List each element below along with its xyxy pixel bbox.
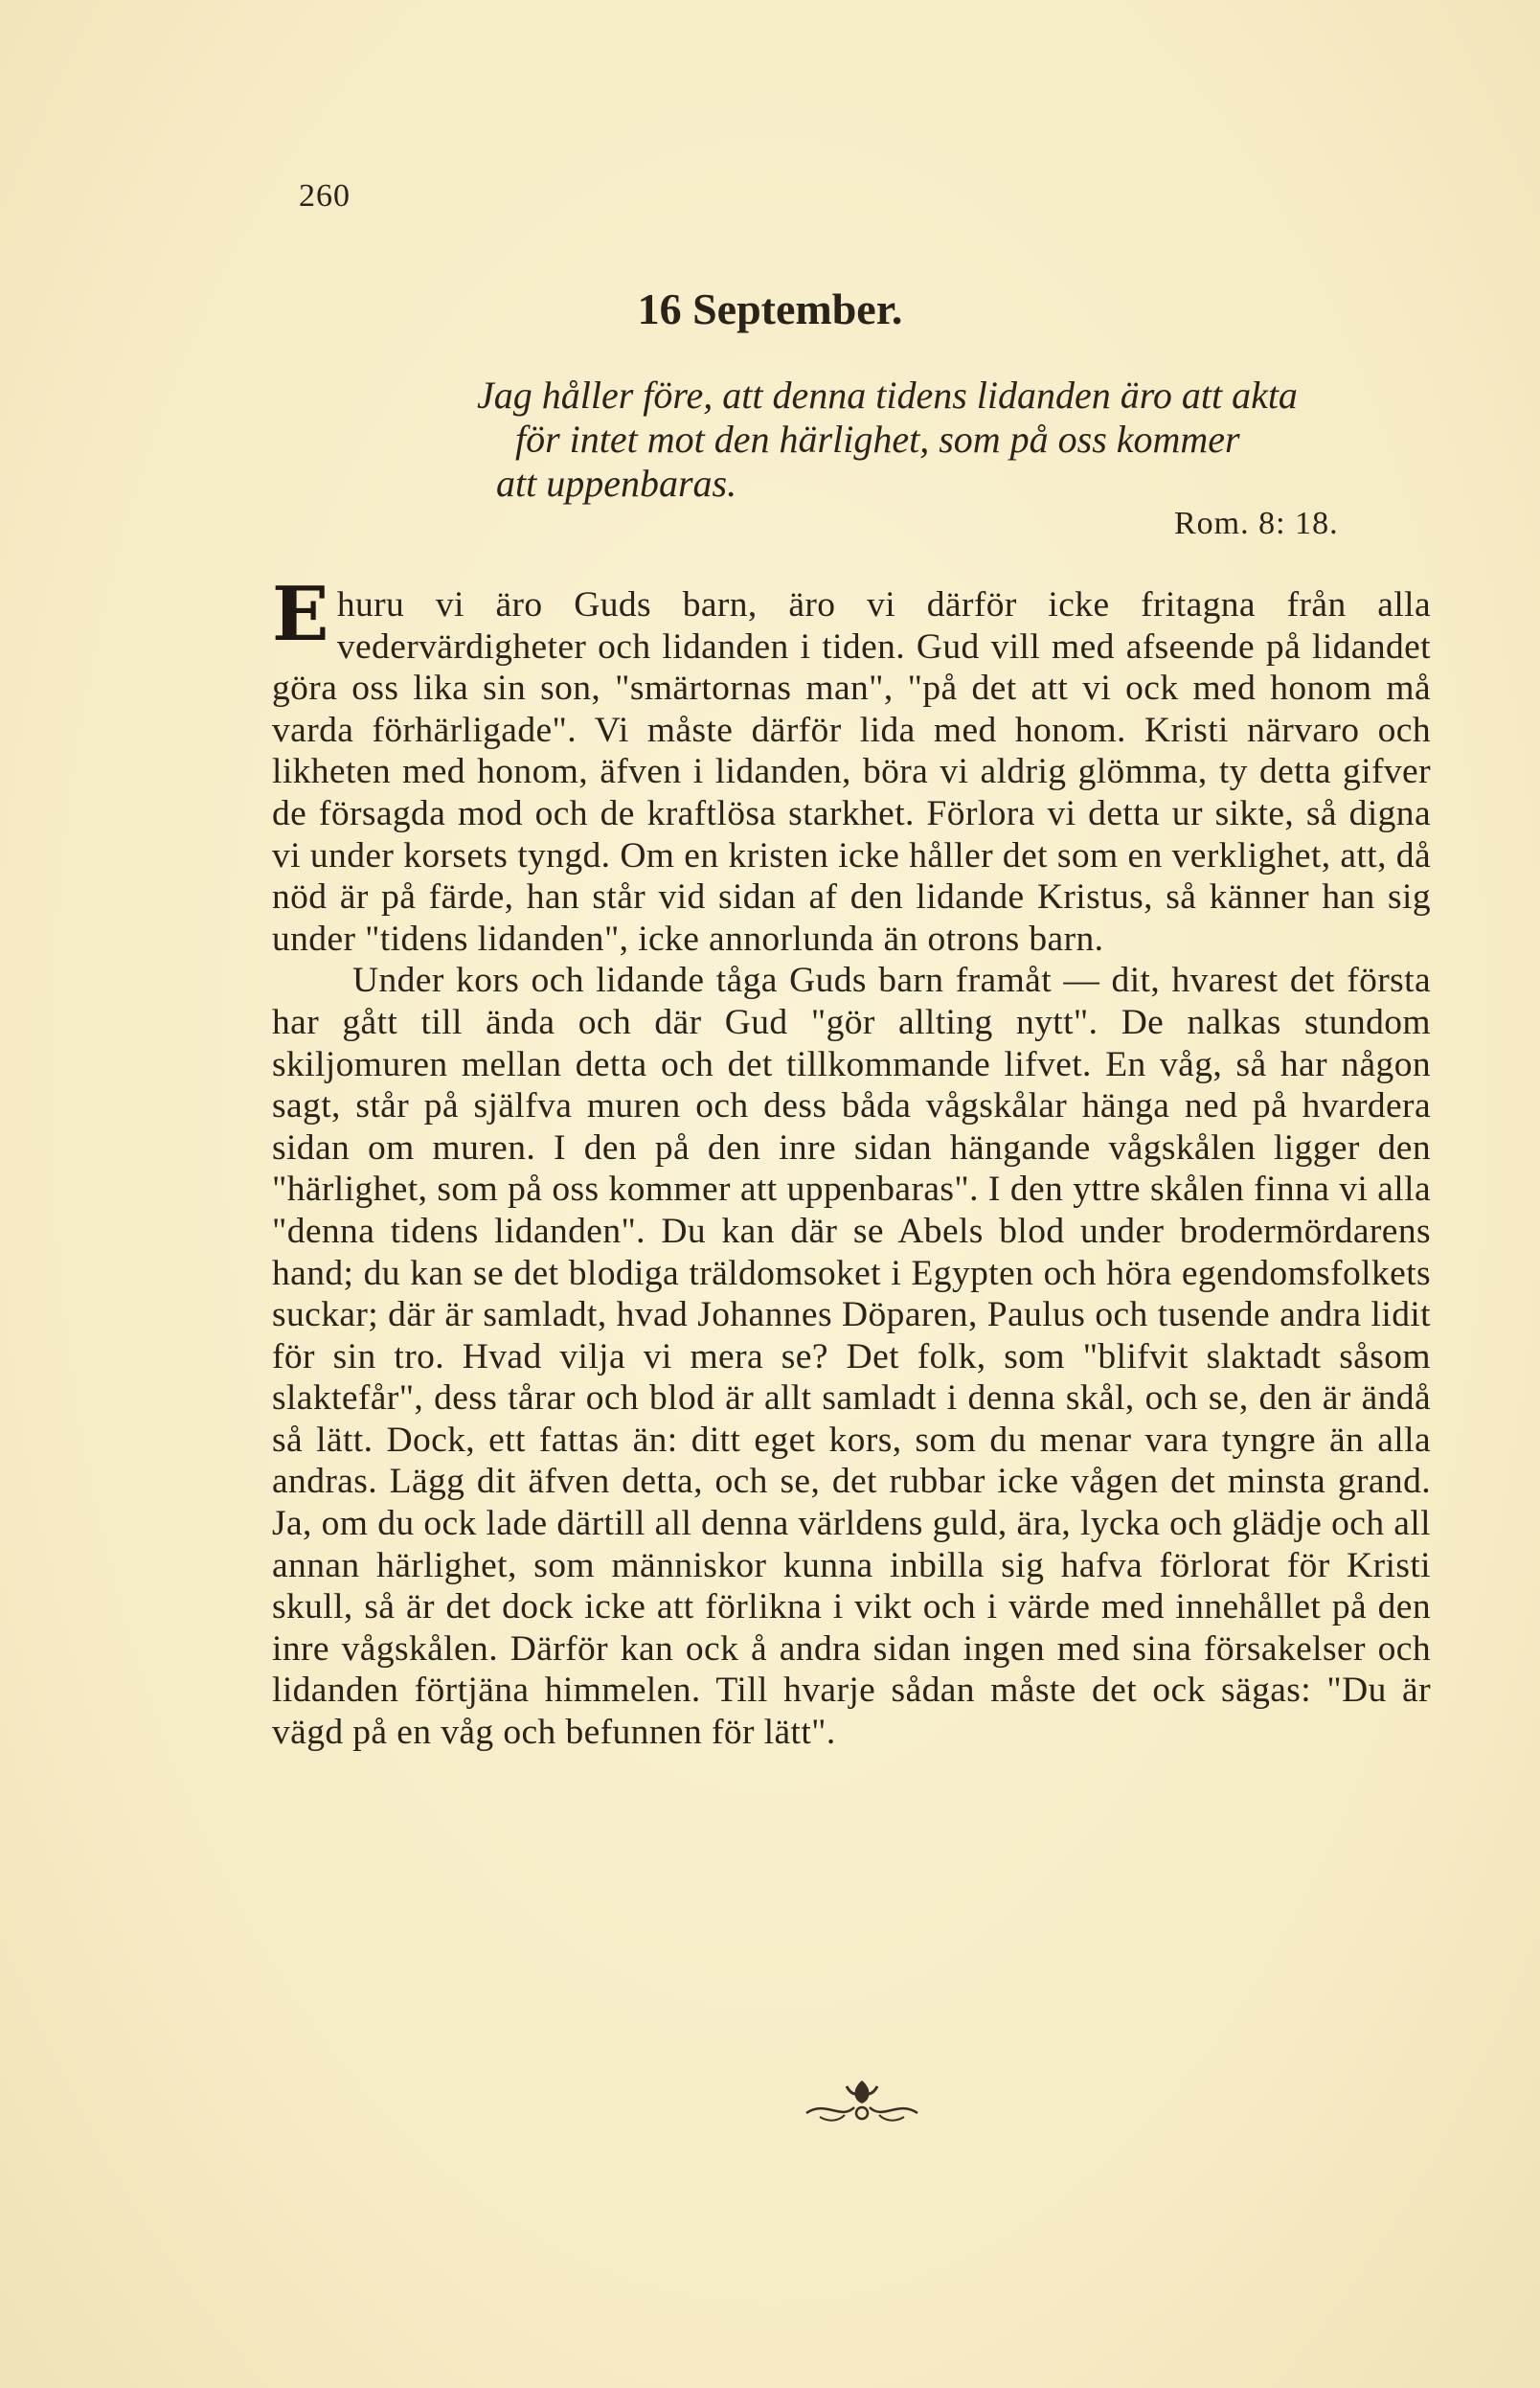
page-number: 260 [299,178,351,214]
epigraph-line-2: för intet mot den härlighet, som på oss kommer [515,418,1240,461]
epigraph-line-3: att uppenbaras. [496,462,737,505]
paragraph-1 [272,571,1431,960]
body-text [272,571,1431,1754]
epigraph-line-1: Jag håller före, att denna tidens lidanden äro att akta [477,374,1298,417]
drop-cap: E [272,571,329,658]
scripture-reference: Rom. 8: 18. [1174,506,1339,541]
floral-ornament-icon [797,2073,927,2126]
date-heading: 16 September. [637,284,903,333]
paragraph-2: Under kors och lidande tåga Guds barn framåt — dit, hvarest det första har gått till ända och där Gud "gör allting nytt". De nalkas stundom skiljomuren mellan detta och det tillkommande lifvet. En våg, så har någon sagt, står på själfva muren och dess båda vågskålar hänga ned på hvardera sidan om muren. I den på den inre sidan hängande vågskålen ligger den "härlighet, som på oss kommer att uppenbaras". I den yttre skålen finna vi alla "denna tidens lidanden". Du kan där se Abels blod under brodermördarens hand; du kan se det blodiga träldomsoket i Egypten och höra egendomsfolkets suckar; där är samladt, hvad Johannes Döparen, Paulus och tusende andra lidit för sin tro. Hvad vilja vi mera se? Det folk, som "blifvit slaktadt såsom slaktefår", dess tårar och blod är allt samladt i denna skål, och se, den är ändå så lätt. Dock, ett fattas än: ditt eget kors, som du menar vara tyngre än alla andras. Lägg dit äfven detta, och se, det rubbar icke vågen det minsta grand. Ja, om du ock lade därtill all denna världens guld, ära, lycka och glädje och all annan härlighet, som människor kunna inbilla sig hafva förlorat för Kristi skull, så är det dock icke att förlikna i vikt och i värde med innehållet på den inre vågskålen. Därför kan ock å andra sidan ingen med sina försakelser och lidanden förtjäna himmelen. Till hvarje sådan måste det ock sägas: "Du är vägd på en våg och befunnen för lätt". [272,961,1431,1753]
epigraph [477,374,1444,506]
paragraph-1-text: huru vi äro Guds barn, äro vi därför icke fritagna från alla vedervärdigheter och lidanden i tiden. Gud vill med afseende på lidandet göra oss lika sin son, "smärtornas man", "på det att vi ock med honom må varda förhärligade". Vi måste därför lida med honom. Kristi närvaro och likheten med honom, äfven i lidanden, böra vi aldrig glömma, ty detta gifver de försagda mod och de kraftlösa starkhet. Förlora vi detta ur sikte, så digna vi under korsets tyngd. Om en kristen icke håller det som en verklighet, att, då nöd är på färde, han står vid sidan af den lidande Kristus, så känner han sig under "tidens lidanden", icke annorlunda än otrons barn. [272,585,1431,959]
